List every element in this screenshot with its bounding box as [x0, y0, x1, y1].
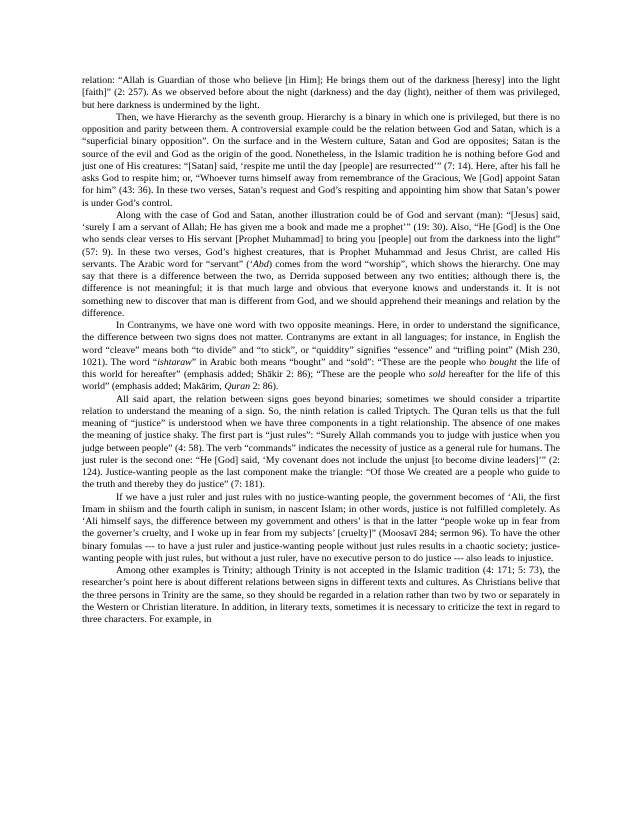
- italic-text: Quran: [224, 381, 251, 393]
- text-run: Along with the case of God and Satan, another illustration could be of God and servant (man): “[Jesus] said, ‘surely I am a servant of Allah; He has given me a book and made me a prophet’” (19: 30). Also, “He [God] is the One who sends clear verses to His servant [Prophet Muhammad] to bring you [people] out from the darkness into the light” (57: 9). In these two verses, God’s highest creatures, that is Prophet Muhammad and Jesus Christ, are called His servants. The Arabic word for “servant” (‘: [82, 209, 560, 270]
- text-run: relation: “Allah is Guardian of those who believe [in Him]; He brings them out of the darkness [heresy] into the light [faith]” (2: 257). As we observed before about the night (darkness) and the day (light), neither of them was privileged, but here darkness is undermined by the light.: [82, 75, 560, 111]
- text-run: the life of this world for hereafter” (emphasis added; Shākir 2: 86); “These are the people who: [82, 356, 561, 380]
- text-run: hereafter for the life of this world” (emphasis added; Makārim,: [82, 369, 560, 393]
- document-page: [82, 75, 560, 626]
- italic-text: sold: [428, 369, 446, 380]
- text-run: In Contranyms, we have one word with two opposite meanings. Here, in order to understand the significance, the difference between two signs does not matter. Contranyms are extant in all languages; for instance, in English the word “cleave” means both “to divide” and “to stick”, or “quiddity” signifies “essence” and “trifling point” (Mish 230, 1021). The word “: [82, 320, 560, 368]
- italic-text: bought: [489, 356, 517, 368]
- paragraph: [82, 492, 560, 566]
- paragraph: [82, 75, 560, 112]
- text-run: ” in Arabic both means “bought” and “sold”: “These are the people who: [191, 356, 490, 368]
- text-run: Then, we have Hierarchy as the seventh group. Hierarchy is a binary in which one is privileged, but there is no opposition and parity between them. A controversial example could be the relation between God and Satan, which is a “superficial binary opposition”. On the surface and in the Western culture, Satan and God are opposites; Satan is the source of the evil and God as the origin of the good. Nonetheless, in the Islamic tradition he is nothing before God and just one of His creatures: “[Satan] said, ‘respite me until the day [people] are resurrected’” (7: 14). Here, after his fall he asks God to respite him; or, “Whoever turns himself away from remembrance of the Gracious, We [God] appoint Satan for him” (43: 36). In these two verses, Satan’s request and God’s respiting and appointing him show that Satan’s power is under God’s control.: [82, 111, 560, 209]
- text-run: ) comes from the word “worship”, which shows the hierarchy. One may say that there is a difference between the two, as Derrida supposed between any two entities; although there is, the difference is not meaningful; it is that much large and obvious that everyone knows and understands it. It is not something new to discover that man is different from God, and we should apprehend their meanings and relation by the difference.: [82, 258, 560, 319]
- paragraph: [82, 210, 560, 320]
- italic-text: ishtaraw: [157, 356, 192, 368]
- paragraph: [82, 112, 560, 210]
- paragraph: [82, 394, 560, 492]
- paragraph: [82, 320, 560, 394]
- text-run: All said apart, the relation between signs goes beyond binaries; sometimes we should consider a tripartite relation to understand the meaning of a sign. So, the ninth relation is called Triptych. The Quran tells us that the full meaning of “justice” is understood when we have three components in a tight relationship. The absence of one makes the meaning of justice shaky. The first part is “just rules”: “Surely Allah commands you to judge with justice when you judge between people” (4: 58). The verb “commands” indicates the necessity of justice as a general rule for humans. The just ruler is the second one: “He [God] said, ‘My covenant does not include the unjust [to become divine leaders]’” (2: 124). Justice-wanting people as the last component make the triangle: “Of those We created are a people who guide to the truth and thereby they do justice” (7: 181).: [82, 393, 560, 491]
- text-run: If we have a just ruler and just rules with no justice-wanting people, the government becomes of ‘Ali, the first Imam in shiism and the fourth caliph in sunism, in nascent Islam; in other words, justice is not fulfilled completely. As ‘Ali himself says, the difference between my government and others’ is that in the latter “people woke up in fear from the governer’s cruelty, and I woke up in fear from my subjects’ [cruelty]” (Moosavī 284; sermon 96). To have the other binary fomulas --- to have a just ruler and justice-wanting people without just rules results in a chaotic society; justice-wanting people with just rules, but without a just ruler, have no executive person to do justice --- also leads to injustice.: [82, 491, 560, 564]
- italic-text: Abd: [252, 258, 269, 270]
- paragraph: [82, 565, 560, 626]
- text-run: 2: 86).: [250, 381, 279, 393]
- text-run: Among other examples is Trinity; although Trinity is not accepted in the Islamic tradition (4: 171; 5: 73), the researcher’s point here is about different relations between signs in different texts and cultures. As Christians belive that the three persons in Trinity are the same, so they should be regarded in a relation rather than two by two or separately in the Western or Christian literature. In addition, in literary texts, sometimes it is necessary to criticize the text in regard to three characters. For example, in: [82, 565, 560, 625]
